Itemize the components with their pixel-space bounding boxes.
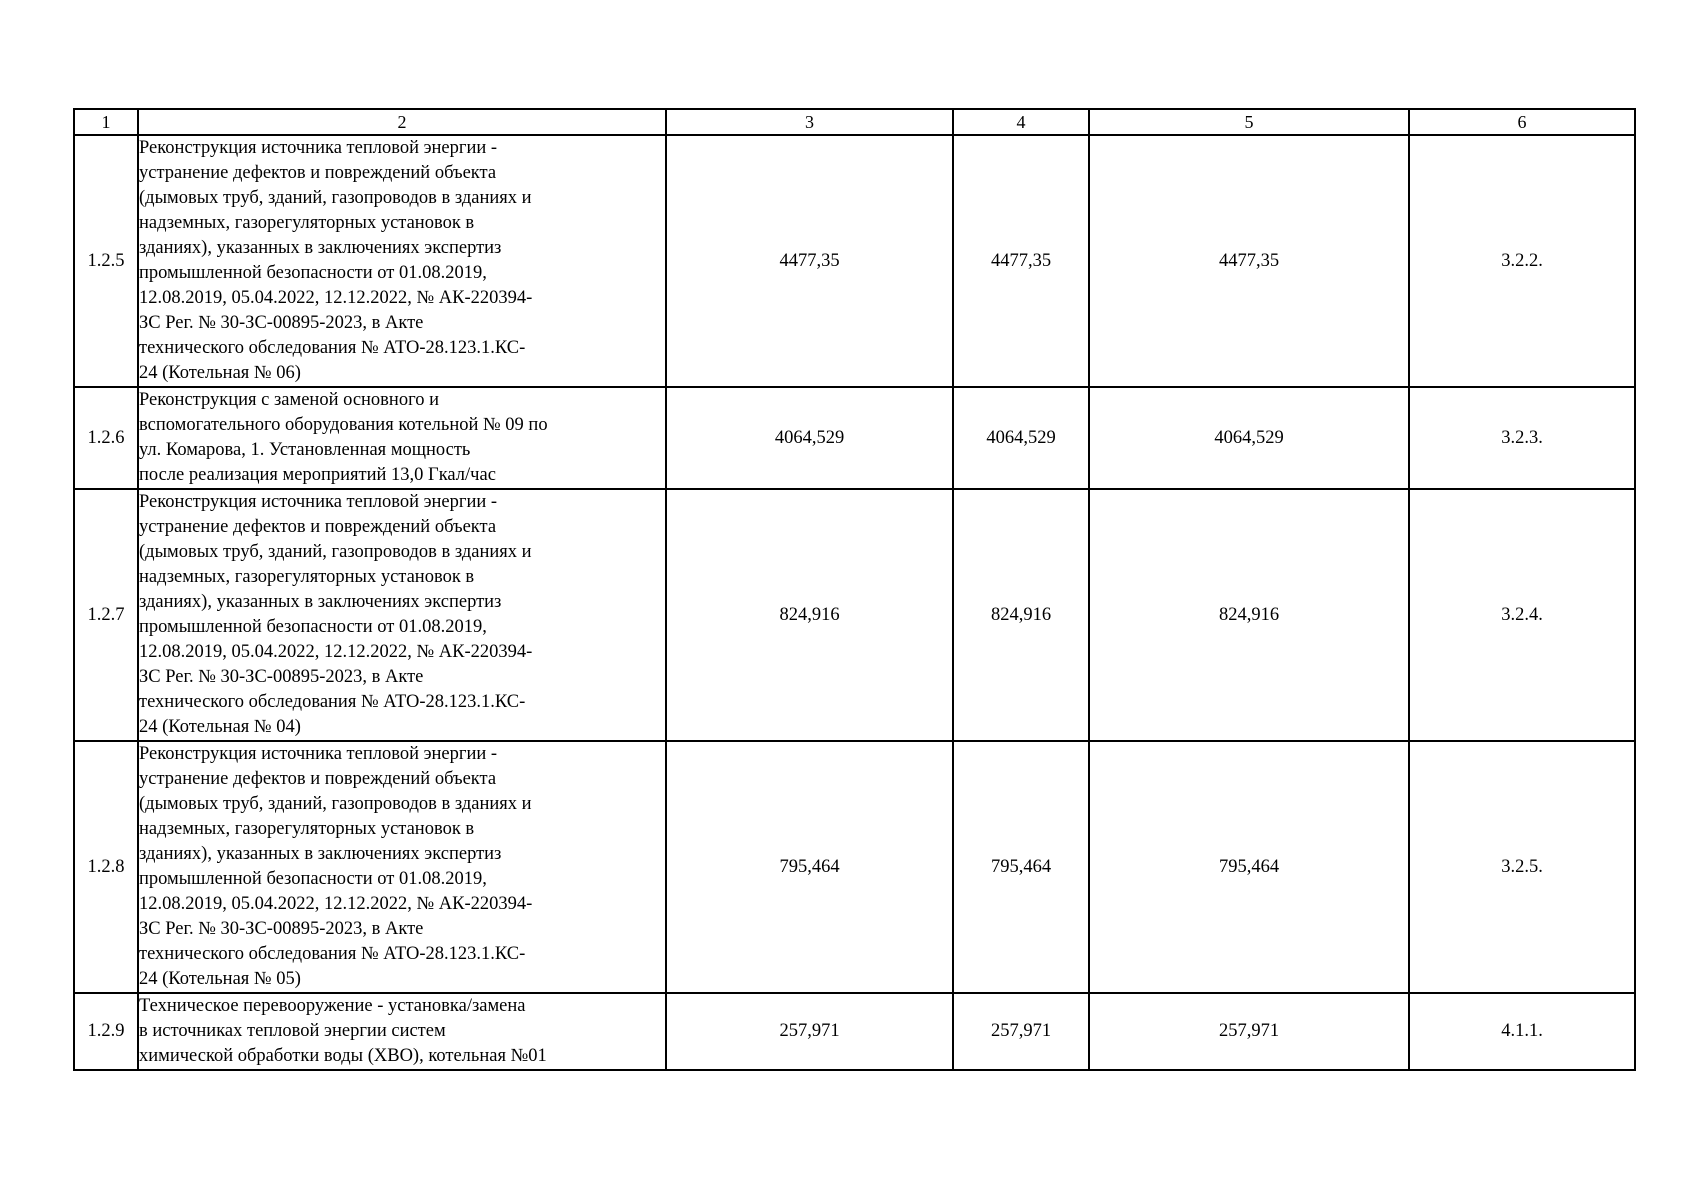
row-value-col4: 257,971 [953, 993, 1089, 1070]
row-value-col5: 795,464 [1089, 741, 1409, 993]
row-number: 1.2.7 [74, 489, 138, 741]
row-number: 1.2.5 [74, 135, 138, 387]
row-value-col4: 824,916 [953, 489, 1089, 741]
header-col-2: 2 [138, 109, 666, 135]
row-value-col3: 4064,529 [666, 387, 953, 489]
row-value-col3: 4477,35 [666, 135, 953, 387]
table-row [74, 387, 1635, 489]
row-value-col4: 4477,35 [953, 135, 1089, 387]
row-reference: 4.1.1. [1409, 993, 1635, 1070]
row-description [138, 489, 666, 741]
row-number: 1.2.8 [74, 741, 138, 993]
description-text: Реконструкция с заменой основного и вспомогательного оборудования котельной № 09 по ул. Комарова, 1. Установленная мощность после реализация мероприятий 13,0 Гкал/час [139, 390, 548, 485]
header-col-1: 1 [74, 109, 138, 135]
row-value-col3: 795,464 [666, 741, 953, 993]
header-row [74, 109, 1635, 135]
table-row [74, 993, 1635, 1070]
row-description [138, 387, 666, 489]
works-table [73, 108, 1636, 1071]
row-value-col5: 824,916 [1089, 489, 1409, 741]
row-value-col4: 4064,529 [953, 387, 1089, 489]
header-col-6: 6 [1409, 109, 1635, 135]
row-value-col3: 824,916 [666, 489, 953, 741]
row-description [138, 135, 666, 387]
row-number: 1.2.9 [74, 993, 138, 1070]
description-text: Реконструкция источника тепловой энергии - устранение дефектов и повреждений объекта (дымовых труб, зданий, газопроводов в зданиях и надземных, газорегуляторных установок в зданиях), указанных в заключениях экспертиз промышленной безопасности от 01.08.2019, 12.08.2019, 05.04.2022, 12.12.2022, № АК-220394- ЗС Рег. № 30-ЗС-00895-2023, в Акте технического обследования № АТО-28.123.1.КС- 24 (Котельная № 05) [139, 744, 533, 989]
header-col-4: 4 [953, 109, 1089, 135]
row-reference: 3.2.5. [1409, 741, 1635, 993]
row-value-col3: 257,971 [666, 993, 953, 1070]
row-reference: 3.2.4. [1409, 489, 1635, 741]
row-number: 1.2.6 [74, 387, 138, 489]
description-text: Реконструкция источника тепловой энергии - устранение дефектов и повреждений объекта (дымовых труб, зданий, газопроводов в зданиях и надземных, газорегуляторных установок в зданиях), указанных в заключениях экспертиз промышленной безопасности от 01.08.2019, 12.08.2019, 05.04.2022, 12.12.2022, № АК-220394- ЗС Рег. № 30-ЗС-00895-2023, в Акте технического обследования № АТО-28.123.1.КС- 24 (Котельная № 04) [139, 492, 533, 737]
table-row [74, 489, 1635, 741]
description-text: Техническое перевооружение - установка/замена в источниках тепловой энергии систем химической обработки воды (ХВО), котельная №01 [139, 996, 547, 1066]
table-row [74, 135, 1635, 387]
description-text: Реконструкция источника тепловой энергии - устранение дефектов и повреждений объекта (дымовых труб, зданий, газопроводов в зданиях и надземных, газорегуляторных установок в зданиях), указанных в заключениях экспертиз промышленной безопасности от 01.08.2019, 12.08.2019, 05.04.2022, 12.12.2022, № АК-220394- ЗС Рег. № 30-ЗС-00895-2023, в Акте технического обследования № АТО-28.123.1.КС- 24 (Котельная № 06) [139, 138, 533, 383]
row-description [138, 993, 666, 1070]
row-value-col4: 795,464 [953, 741, 1089, 993]
row-reference: 3.2.3. [1409, 387, 1635, 489]
row-value-col5: 4477,35 [1089, 135, 1409, 387]
row-value-col5: 4064,529 [1089, 387, 1409, 489]
row-value-col5: 257,971 [1089, 993, 1409, 1070]
header-col-3: 3 [666, 109, 953, 135]
row-reference: 3.2.2. [1409, 135, 1635, 387]
header-col-5: 5 [1089, 109, 1409, 135]
table-row [74, 741, 1635, 993]
row-description [138, 741, 666, 993]
